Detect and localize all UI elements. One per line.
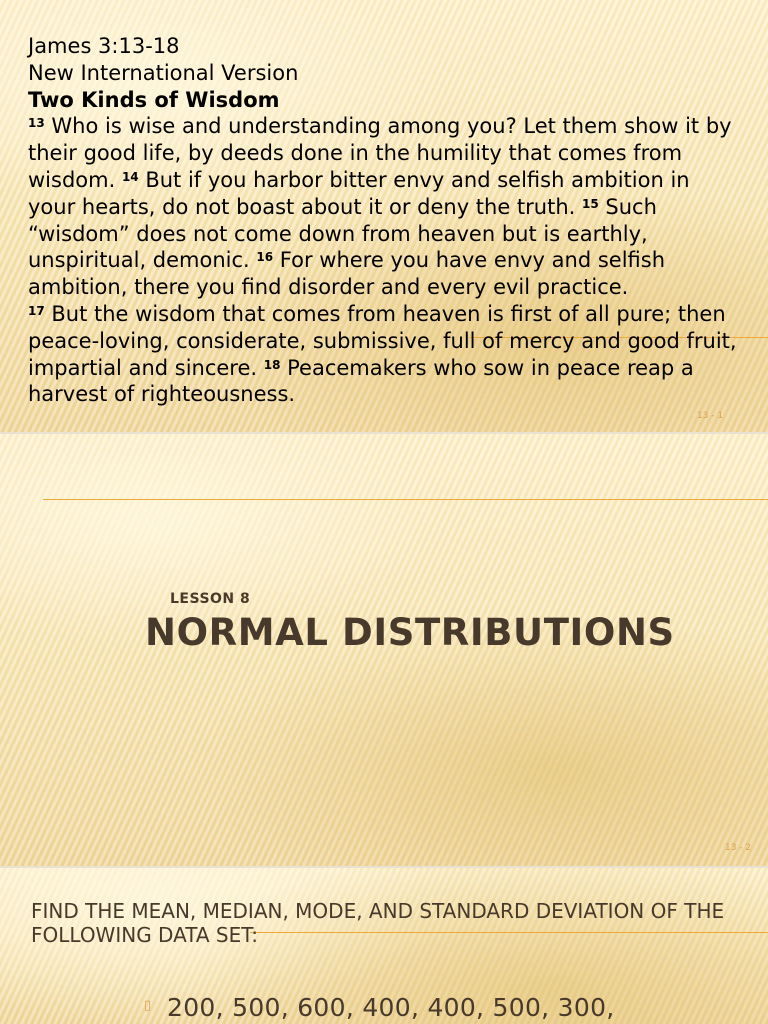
- verse-number: 18: [263, 357, 281, 372]
- data-set-values: 200, 500, 600, 400, 400, 500, 300,: [167, 993, 615, 1022]
- slide-scripture: [0, 0, 768, 432]
- slide-title: [0, 434, 768, 866]
- bullet-arrow-icon: ▯: [144, 998, 152, 1013]
- verse-number: 16: [256, 250, 274, 265]
- verse-text: Such “wisdom” does not come down from heaven but is earthly, unspiritual, demonic.: [28, 194, 657, 273]
- lesson-label: LESSON 8: [170, 591, 251, 607]
- page-number: 13 - 1: [697, 411, 724, 421]
- verse-text: For where you have envy and selfish ambition, there you find disorder and every evil practice.: [28, 248, 666, 300]
- verse-paragraph-1: [28, 113, 738, 301]
- verse-number: 13: [28, 116, 45, 131]
- accent-rule: [43, 499, 768, 500]
- verse-number: 14: [121, 169, 139, 184]
- exercise-prompt: FIND THE MEAN, MEDIAN, MODE, AND STANDARD DEVIATION OF THE FOLLOWING DATA SET:: [31, 899, 725, 947]
- verse-text: But the wisdom that comes from heaven is first of all pure; then peace-loving, considerate, submissive, full of mercy and good fruit, impartial and sincere.: [28, 301, 737, 380]
- passage-heading: Two Kinds of Wisdom: [28, 87, 280, 112]
- verse-paragraph-2: [28, 301, 738, 408]
- bible-version: New International Version: [28, 60, 299, 85]
- verse-text: But if you harbor bitter envy and selfish ambition in your hearts, do not boast about it or deny the truth.: [28, 167, 690, 219]
- verse-text: Peacemakers who sow in peace reap a harvest of righteousness.: [28, 355, 694, 407]
- verse-text: Who is wise and understanding among you? Let them show it by their good life, by deeds done in the humility that comes from wisdom.: [28, 114, 732, 192]
- scripture-text: [28, 33, 738, 408]
- verse-number: 15: [582, 196, 599, 211]
- page-number: 13 - 2: [725, 843, 752, 853]
- slide-title-text: NORMAL DISTRIBUTIONS: [145, 611, 675, 654]
- scripture-reference: James 3:13-18: [28, 34, 180, 58]
- verse-number: 17: [28, 303, 45, 318]
- slide-exercise: [0, 868, 768, 1024]
